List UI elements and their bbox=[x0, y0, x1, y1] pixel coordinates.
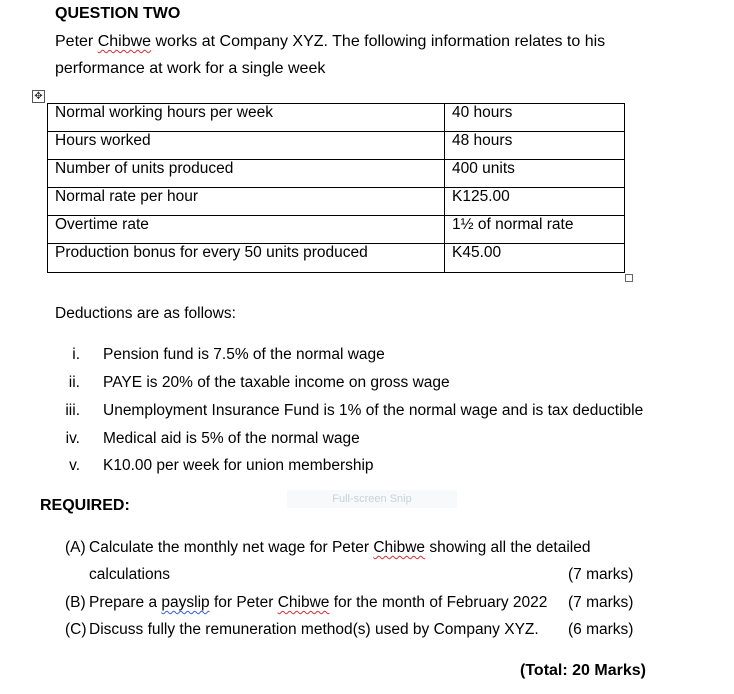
table-row bbox=[48, 160, 625, 188]
required-c-marks: (6 marks) bbox=[568, 621, 634, 638]
table-resize-handle-icon[interactable] bbox=[625, 274, 633, 282]
table-move-handle-icon[interactable]: ✥ bbox=[32, 90, 45, 103]
table-row bbox=[48, 104, 625, 132]
list-item-number: v. bbox=[69, 457, 80, 474]
list-item-number: ii. bbox=[68, 374, 80, 391]
table-row bbox=[48, 132, 625, 160]
required-b-name: Chibwe bbox=[277, 594, 330, 611]
required-c-label: (C) bbox=[65, 621, 87, 638]
required-b-text-before: Prepare a bbox=[89, 594, 162, 611]
table-row bbox=[48, 216, 625, 244]
required-b-marks: (7 marks) bbox=[568, 594, 634, 611]
employee-info-table bbox=[47, 103, 625, 273]
required-a-text-before: Calculate the monthly net wage for Peter bbox=[89, 539, 374, 556]
required-c-line bbox=[65, 621, 539, 639]
list-item-number: i. bbox=[72, 346, 80, 363]
question-intro-line2: performance at work for a single week bbox=[55, 60, 326, 77]
list-item-text: Pension fund is 7.5% of the normal wage bbox=[103, 346, 385, 363]
required-c-text: Discuss fully the remuneration method(s) used by Company XYZ. bbox=[89, 621, 539, 638]
list-item-number: iii. bbox=[65, 402, 80, 419]
table-cell-label: Production bonus for every 50 units produced bbox=[48, 244, 445, 273]
table-cell-value: K45.00 bbox=[445, 244, 625, 273]
list-item-text: Medical aid is 5% of the normal wage bbox=[103, 430, 360, 447]
employee-name: Chibwe bbox=[97, 33, 152, 50]
total-marks: (Total: 20 Marks) bbox=[520, 662, 646, 679]
required-b-label: (B) bbox=[65, 594, 86, 611]
table-cell-value: 48 hours bbox=[445, 132, 625, 160]
list-item-number: iv. bbox=[65, 430, 80, 447]
table-cell-value: K125.00 bbox=[445, 188, 625, 216]
required-b-payslip: payslip bbox=[161, 594, 210, 611]
required-a-line2: calculations bbox=[89, 566, 170, 583]
list-item bbox=[40, 374, 450, 392]
table-cell-label: Normal working hours per week bbox=[48, 104, 445, 132]
snip-overlay: Full-screen Snip bbox=[287, 490, 457, 508]
list-item bbox=[40, 402, 643, 420]
question-title: QUESTION TWO bbox=[55, 5, 181, 22]
table-cell-label: Overtime rate bbox=[48, 216, 445, 244]
table-cell-label: Normal rate per hour bbox=[48, 188, 445, 216]
required-a-line1 bbox=[65, 539, 590, 557]
table-row bbox=[48, 244, 625, 273]
intro-before-name: Peter bbox=[55, 33, 98, 50]
list-item-text: Unemployment Insurance Fund is 1% of the normal wage and is tax deductible bbox=[103, 402, 644, 419]
table-cell-value: 1½ of normal rate bbox=[445, 216, 625, 244]
required-a-label: (A) bbox=[65, 539, 86, 556]
list-item bbox=[40, 457, 374, 475]
list-item-text: PAYE is 20% of the taxable income on gross wage bbox=[103, 374, 450, 391]
table-cell-value: 40 hours bbox=[445, 104, 625, 132]
list-item bbox=[40, 430, 360, 448]
list-item bbox=[40, 346, 385, 364]
deductions-heading: Deductions are as follows: bbox=[55, 305, 236, 322]
required-heading: REQUIRED: bbox=[40, 497, 130, 514]
table-cell-label: Number of units produced bbox=[48, 160, 445, 188]
question-intro-line1 bbox=[55, 33, 605, 51]
required-a-marks: (7 marks) bbox=[568, 566, 634, 583]
table-cell-label: Hours worked bbox=[48, 132, 445, 160]
list-item-text: K10.00 per week for union membership bbox=[103, 457, 374, 474]
required-a-text-after: showing all the detailed bbox=[425, 539, 591, 556]
required-b-line bbox=[65, 594, 547, 612]
table-cell-value: 400 units bbox=[445, 160, 625, 188]
required-a-name: Chibwe bbox=[373, 539, 426, 556]
required-b-text-mid: for Peter bbox=[209, 594, 278, 611]
table-row bbox=[48, 188, 625, 216]
intro-after-name: works at Company XYZ. The following information relates to his bbox=[151, 33, 606, 50]
required-b-text-after: for the month of February 2022 bbox=[329, 594, 548, 611]
